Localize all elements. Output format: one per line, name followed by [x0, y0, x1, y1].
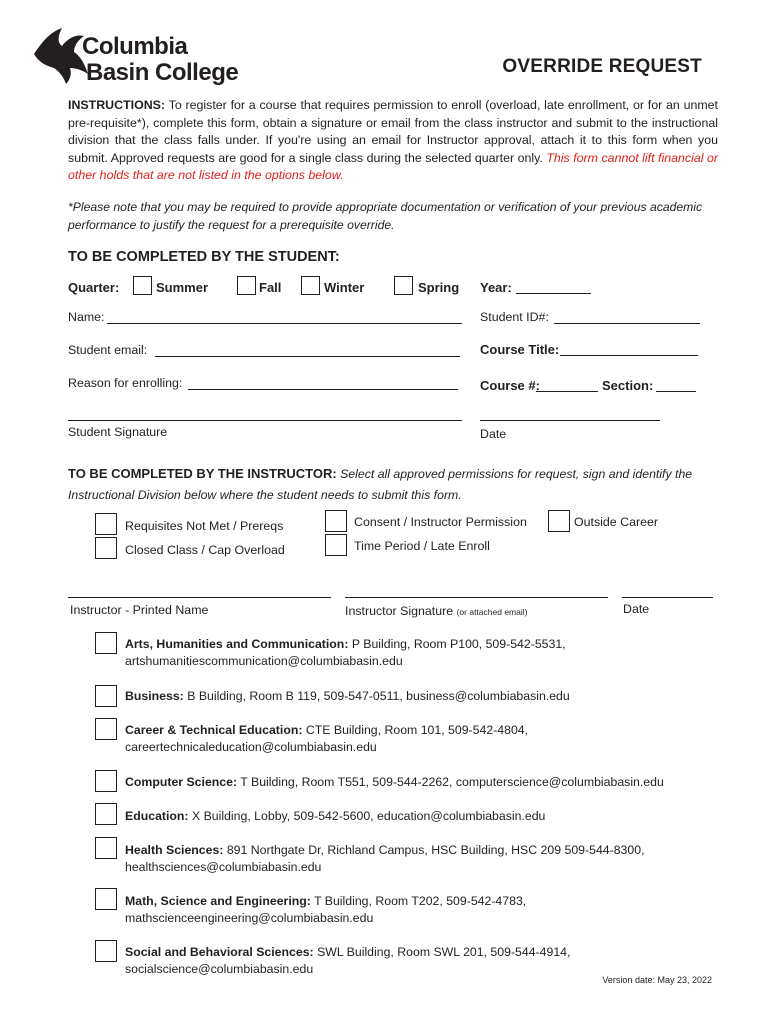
instructions-text: To register for a course that requires permission to enroll (overload, late enrollment, or for an unmet pre-requisite*), complete this form, obtain a signature or email from the class instructor and submit to the instructional division that the class falls under. If you're using an email for Instructor approval, attach it to this form when you submit. Approved requests are good for a single class during the selected quarter only.	[68, 98, 719, 165]
instructor-section-heading	[68, 463, 718, 506]
division-math	[125, 893, 715, 927]
quarter-summer-checkbox[interactable]	[133, 276, 152, 295]
division-name: Arts, Humanities and Communication:	[125, 637, 349, 651]
college-name-line2: Basin College	[86, 59, 239, 86]
division-name: Education:	[125, 809, 189, 823]
division-detail: X Building, Lobby, 509-542-5600, education@columbiabasin.edu	[191, 809, 546, 823]
requisites-label: Requisites Not Met / Prereqs	[125, 519, 284, 533]
division-arts	[125, 636, 715, 670]
division-math-checkbox[interactable]	[95, 888, 117, 910]
instructions-label: INSTRUCTIONS:	[68, 98, 166, 112]
student-email-field[interactable]	[155, 356, 460, 357]
outside-career-label: Outside Career	[574, 515, 659, 529]
course-number-field[interactable]	[536, 391, 598, 392]
instructor-date-label: Date	[623, 602, 650, 616]
closed-class-checkbox[interactable]	[95, 537, 117, 559]
quarter-winter-checkbox[interactable]	[301, 276, 320, 295]
student-section-heading: TO BE COMPLETED BY THE STUDENT:	[68, 249, 340, 265]
division-cte	[125, 722, 715, 756]
instructor-printed-name-field[interactable]	[68, 597, 331, 598]
holds-warning: This form cannot lift financial or other holds that are not listed in the options below.	[68, 150, 718, 182]
instructor-signature-field[interactable]	[345, 597, 608, 598]
prerequisite-note: *Please note that you may be required to provide appropriate documentation or verification of your previous academic performance to justify the request for a prerequisite override.	[68, 200, 703, 232]
outside-career-checkbox[interactable]	[548, 510, 570, 532]
instructor-date-field[interactable]	[622, 597, 713, 598]
division-social	[125, 944, 715, 978]
section-field[interactable]	[656, 391, 696, 392]
student-id-field[interactable]	[554, 323, 700, 324]
student-email-label: Student email:	[68, 343, 148, 357]
instructor-printed-name-label: Instructor - Printed Name	[70, 603, 209, 617]
instructor-heading-note: Select all approved permissions for request, sign and identify the Instructional Division below where the student needs to submit this form.	[68, 467, 693, 502]
quarter-spring-label: Spring	[418, 280, 460, 295]
quarter-fall-checkbox[interactable]	[237, 276, 256, 295]
division-social-checkbox[interactable]	[95, 940, 117, 962]
requisites-checkbox[interactable]	[95, 513, 117, 535]
division-email: careertechnicaleducation@columbiabasin.edu	[125, 740, 377, 754]
student-signature-label: Student Signature	[68, 425, 168, 439]
reason-label: Reason for enrolling:	[68, 376, 183, 390]
division-detail: T Building, Room T551, 509-544-2262, computerscience@columbiabasin.edu	[240, 775, 664, 789]
time-period-checkbox[interactable]	[325, 534, 347, 556]
division-detail: SWL Building, Room SWL 201, 509-544-4914,	[317, 945, 571, 959]
closed-class-label: Closed Class / Cap Overload	[125, 543, 285, 557]
division-email: artshumanitiescommunication@columbiabasin.edu	[125, 654, 403, 668]
division-detail: B Building, Room B 119, 509-547-0511, business@columbiabasin.edu	[187, 689, 570, 703]
division-health-checkbox[interactable]	[95, 837, 117, 859]
form-title: OVERRIDE REQUEST	[502, 56, 702, 77]
student-date-label: Date	[480, 427, 507, 441]
course-number-label: Course #:	[480, 378, 540, 393]
division-cte-checkbox[interactable]	[95, 718, 117, 740]
division-email: healthsciences@columbiabasin.edu	[125, 860, 322, 874]
college-name	[82, 34, 238, 86]
division-business-checkbox[interactable]	[95, 685, 117, 707]
division-detail: CTE Building, Room 101, 509-542-4804,	[305, 723, 529, 737]
instructor-signature-label	[345, 604, 527, 618]
course-title-label: Course Title:	[480, 342, 560, 357]
college-name-line1: Columbia	[82, 33, 188, 60]
division-computer-science-checkbox[interactable]	[95, 770, 117, 792]
student-signature-field[interactable]	[68, 420, 462, 421]
year-label: Year:	[480, 280, 512, 295]
division-name: Career & Technical Education:	[125, 723, 303, 737]
division-education	[125, 808, 715, 825]
quarter-fall-label: Fall	[259, 280, 282, 295]
division-name: Business:	[125, 689, 184, 703]
division-health	[125, 842, 715, 876]
division-email: socialscience@columbiabasin.edu	[125, 962, 314, 976]
division-name: Social and Behavioral Sciences:	[125, 945, 314, 959]
course-title-field[interactable]	[560, 355, 698, 356]
division-computer-science	[125, 774, 715, 791]
name-field[interactable]	[107, 323, 462, 324]
quarter-label: Quarter:	[68, 280, 120, 295]
instructor-signature-text: Instructor Signature	[345, 604, 454, 618]
instructions-paragraph	[68, 97, 718, 185]
division-arts-checkbox[interactable]	[95, 632, 117, 654]
name-label: Name:	[68, 310, 105, 324]
division-detail: 891 Northgate Dr, Richland Campus, HSC Building, HSC 209 509-544-8300,	[226, 843, 645, 857]
section-label: Section:	[602, 378, 654, 393]
division-detail: T Building, Room T202, 509-542-4783,	[314, 894, 527, 908]
division-name: Computer Science:	[125, 775, 238, 789]
division-detail: P Building, Room P100, 509-542-5531,	[351, 637, 566, 651]
division-name: Health Sciences:	[125, 843, 224, 857]
student-id-label: Student ID#:	[480, 310, 549, 324]
college-logo	[32, 24, 247, 94]
instructor-signature-note: (or attached email)	[456, 607, 528, 617]
quarter-summer-label: Summer	[156, 280, 209, 295]
year-field[interactable]	[516, 293, 591, 294]
reason-field[interactable]	[188, 389, 458, 390]
student-date-field[interactable]	[480, 420, 660, 421]
time-period-label: Time Period / Late Enroll	[354, 539, 490, 553]
division-business	[125, 688, 715, 705]
division-education-checkbox[interactable]	[95, 803, 117, 825]
division-name: Math, Science and Engineering:	[125, 894, 311, 908]
division-email: mathscienceengineering@columbiabasin.edu	[125, 911, 374, 925]
consent-label: Consent / Instructor Permission	[354, 515, 527, 529]
quarter-spring-checkbox[interactable]	[394, 276, 413, 295]
version-date: Version date: May 23, 2022	[602, 975, 712, 985]
instructor-heading-label: TO BE COMPLETED BY THE INSTRUCTOR:	[68, 466, 337, 481]
quarter-winter-label: Winter	[324, 280, 365, 295]
consent-checkbox[interactable]	[325, 510, 347, 532]
